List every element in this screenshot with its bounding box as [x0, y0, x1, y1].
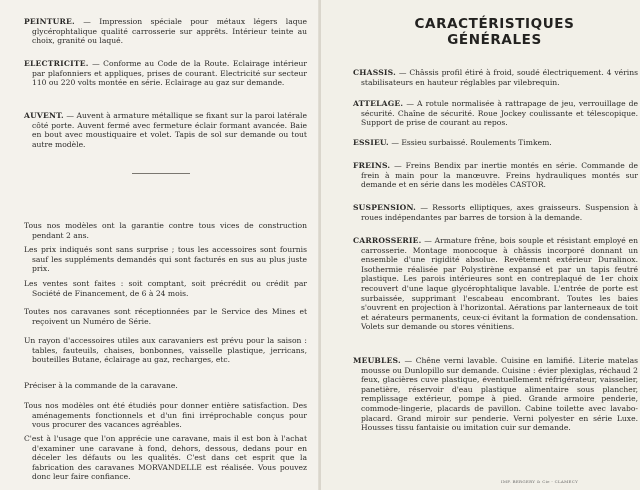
- feature-carrosserie: [353, 236, 638, 332]
- feature-text: — Auvent à armature métallique se fixant sur la paroi latérale côté porte. Auvent fermé avec fermeture éclair formant avancée. Baie en bout avec moustiquaire et volet. Tapis de sol sur demande ou tout autre modèle.: [32, 111, 307, 149]
- feature-text: — Chêne verni lavable. Cuisine en lamifié. Literie matelas mousse ou Dunlopillo sur demande. Cuisine : évier plexiglas, réchaud 2 feux, glacières cuve plastique, éventuellement réfrigérateur, vaisselier, panetière, réservoir d'eau plastique alimentaire sous plancher, remplissage extérieur, pompe à pied. Grande armoire penderie, commode-lingerie, placards de pavillon. Cabine toilette avec lavabo-placard. Grand miroir sur penderie. Verni polyester en série Luxe. Housses tissu fantaisie ou imitation cuir sur demande.: [361, 356, 638, 433]
- printer-imprint: IMP. BERGERY & Cie - CLAMECY: [501, 479, 579, 484]
- feature-text: — Châssis profil étiré à froid, soudé électriquement. 4 vérins stabilisateurs en hauteur réglables par vilebrequin.: [361, 68, 638, 87]
- feature-peinture: [24, 17, 307, 46]
- paragraph-commande: Préciser à la commande de la caravane.: [24, 381, 178, 390]
- paragraph-ventes: Les ventes sont faites : soit comptant, soit précrédit ou crédit par Société de Financement, de 6 à 24 mois.: [24, 279, 307, 298]
- feature-auvent: [24, 111, 307, 149]
- feature-meubles: [353, 356, 638, 433]
- feature-text: — Conforme au Code de la Route. Eclairage intérieur par plafonniers et appliques, prises de courant. Electricité sur secteur 110 ou 220 volts montée en série. Eclairage au gaz sur demande.: [32, 59, 307, 88]
- feature-freins: [353, 161, 638, 190]
- paragraph-service-mines: Toutes nos caravanes sont réceptionnées par le Service des Mines et reçoivent un Numéro de Série.: [24, 307, 307, 326]
- feature-text: — Impression spéciale pour métaux légers laque glycérophtalique qualité carrosserie sur apprêts. Intérieur teinte au choix, granité ou laqué.: [32, 17, 307, 46]
- feature-key: MEUBLES.: [353, 356, 401, 365]
- paragraph-garantie: Tous nos modèles ont la garantie contre tous vices de construction pendant 2 ans.: [24, 221, 307, 240]
- feature-key: CHASSIS.: [353, 68, 396, 77]
- feature-text: — Armature frêne, bois souple et résistant employé en carrosserie. Montage monocoque à châssis incorporé donnant un ensemble d'une rigidité absolue. Revêtement extérieur Duralinox. Isothermie réalisée par Polystirène expansé et par un tapis feutré plastique. Les parois intérieures sont en contreplaqué de 1er choix recouvert d'une laque glycérophtalique lavable. L'entrée de porte est surbaissée, supprimant l'escabeau encombrant. Toutes les baies s'ouvrent en projection à l'horizontal. Aérations par lanterneaux de toit et aérateurs permanents, ceux-ci évitant la formation de condensation. Volets sur demande ou stores vénitiens.: [361, 236, 638, 332]
- feature-electricite: [24, 59, 307, 88]
- feature-key: AUVENT.: [24, 111, 64, 120]
- feature-key: FREINS.: [353, 161, 391, 170]
- feature-text: — Essieu surbaissé. Roulements Timkem.: [391, 138, 552, 147]
- feature-essieu: [353, 138, 638, 148]
- feature-key: PEINTURE.: [24, 17, 75, 26]
- paragraph-prix: Les prix indiqués sont sans surprise ; tous les accessoires sont fournis sauf les suppléments demandés qui sont facturés en sus au plus juste prix.: [24, 245, 307, 274]
- feature-attelage: [353, 99, 638, 128]
- feature-key: ATTELAGE.: [353, 99, 404, 108]
- right-page: [321, 0, 640, 490]
- feature-key: SUSPENSION.: [353, 203, 416, 212]
- paragraph-accessoires: Un rayon d'accessoires utiles aux caravaniers est prévu pour la saison : tables, fauteuils, chaises, bonbonnes, vaisselle plastique, jerricans, bouteilles Butane, éclairage au gaz, recharges, etc.: [24, 336, 307, 365]
- section-divider: [132, 173, 190, 174]
- feature-key: ESSIEU.: [353, 138, 389, 147]
- paragraph-usage: C'est à l'usage que l'on apprécie une caravane, mais il est bon à l'achat d'examiner une caravane à fond, dehors, dessous, dedans pour en déceler les défauts ou les qualités. C'est dans cet esprit que la fabrication des caravanes MORVANDELLE est réalisée. Vous pouvez donc leur faire confiance.: [24, 434, 307, 482]
- paragraph-modeles: Tous nos modèles ont été étudiés pour donner entière satisfaction. Des aménagements fonctionnels et d'un fini irréprochable conçus pour vous procurer des vacances agréables.: [24, 401, 307, 430]
- feature-text: — A rotule normalisée à rattrapage de jeu, verrouillage de sécurité. Chaîne de sécurité. Roue Jockey coulissante et télescopique. Support de prise de courant au repos.: [361, 99, 638, 128]
- feature-text: — Ressorts elliptiques, axes graisseurs. Suspension à roues indépendantes par barres de torsion à la demande.: [361, 203, 638, 222]
- page-title: CARACTÉRISTIQUES GÉNÉRALES: [414, 16, 575, 48]
- feature-key: CARROSSERIE.: [353, 236, 422, 245]
- feature-chassis: [353, 68, 638, 87]
- feature-suspension: [353, 203, 638, 222]
- feature-text: — Freins Bendix par inertie montés en série. Commande de frein à main pour la manœuvre. Freins hydrauliques montés sur demande et en série dans les modèles CASTOR.: [361, 161, 638, 190]
- feature-key: ELECTRICITE.: [24, 59, 89, 68]
